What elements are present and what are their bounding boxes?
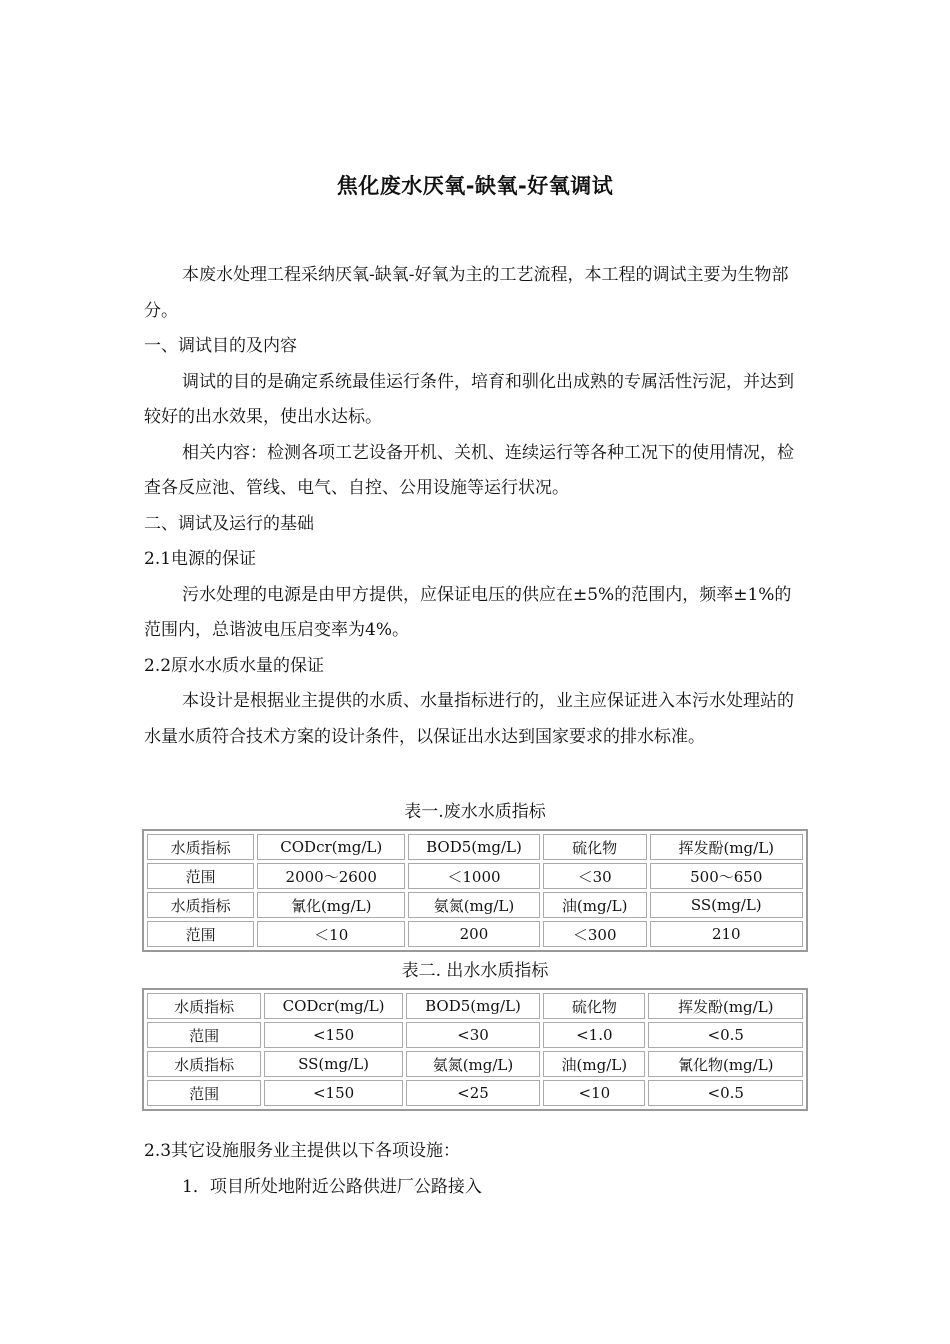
table-cell: 氰化物(mg/L) — [648, 1051, 803, 1077]
body-section-2 — [144, 1134, 808, 1205]
table-cell: 500～650 — [650, 863, 803, 889]
table-cell: 氰化(mg/L) — [257, 892, 405, 918]
table-cell: <0.5 — [648, 1080, 803, 1106]
table-cell: 水质指标 — [147, 993, 261, 1019]
table-cell: SS(mg/L) — [264, 1051, 402, 1077]
table-cell: 范围 — [147, 921, 254, 947]
paragraph-water: 本设计是根据业主提供的水质、水量指标进行的，业主应保证进入本污水处理站的水量水质符合技术方案的设计条件，以保证出水达到国家要求的排水标准。 — [144, 691, 794, 747]
table-cell: 水质指标 — [147, 892, 254, 918]
paragraph-content: 相关内容：检测各项工艺设备开机、关机、连续运行等各种工况下的使用情况，检查各反应池、管线、电气、自控、公用设施等运行状况。 — [144, 442, 794, 498]
table-cell: <10 — [543, 1080, 645, 1106]
table1 — [142, 829, 808, 952]
paragraph-power: 污水处理的电源是由甲方提供，应保证电压的供应在±5%的范围内，频率±1%的范围内，总谐波电压启变率为4%。 — [144, 584, 792, 640]
table-cell: 2000～2600 — [257, 863, 405, 889]
table-cell: 水质指标 — [147, 1051, 261, 1077]
table-cell: BOD5(mg/L) — [406, 993, 540, 1019]
table-cell: 氨氮(mg/L) — [408, 892, 540, 918]
heading-2-3: 2.3其它设施服务业主提供以下各项设施： — [144, 1141, 461, 1161]
table-cell: 水质指标 — [147, 834, 254, 860]
paragraph-purpose: 调试的目的是确定系统最佳运行条件，培育和驯化出成熟的专属活性污泥，并达到较好的出水效果，使出水达标。 — [144, 371, 794, 427]
table-cell: CODcr(mg/L) — [257, 834, 405, 860]
table-cell: <150 — [264, 1080, 402, 1106]
list-item-1: 1．项目所处地附近公路供进厂公路接入 — [182, 1176, 482, 1197]
table2-caption: 表二. 出水水质指标 — [401, 961, 549, 981]
body-section-1 — [144, 258, 808, 755]
table-cell: CODcr(mg/L) — [264, 993, 402, 1019]
table-row — [147, 921, 803, 947]
heading-2-2: 2.2原水水质水量的保证 — [144, 655, 325, 676]
table-row — [147, 1080, 803, 1106]
heading-1: 一、调试目的及内容 — [144, 336, 297, 356]
table-cell: SS(mg/L) — [650, 892, 803, 918]
table-cell: ＜30 — [543, 863, 647, 889]
table-cell: BOD5(mg/L) — [408, 834, 540, 860]
table-row — [147, 834, 803, 860]
table-row — [147, 1051, 803, 1077]
table-row — [147, 892, 803, 918]
table-cell: 范围 — [147, 863, 254, 889]
table-cell: ＜10 — [257, 921, 405, 947]
table-cell: 挥发酚(mg/L) — [650, 834, 803, 860]
table-cell: 氨氮(mg/L) — [406, 1051, 540, 1077]
table1-caption: 表一.废水水质指标 — [404, 802, 546, 822]
table-cell: <0.5 — [648, 1022, 803, 1048]
table-cell: 范围 — [147, 1080, 261, 1106]
table-cell: ＜1000 — [408, 863, 540, 889]
table-cell: <30 — [406, 1022, 540, 1048]
document-title: 焦化废水厌氧-缺氧-好氧调试 — [336, 174, 614, 198]
table-cell: <1.0 — [543, 1022, 645, 1048]
table-cell: <150 — [264, 1022, 402, 1048]
table-cell: 210 — [650, 921, 803, 947]
table-cell: 200 — [408, 921, 540, 947]
table-cell: <25 — [406, 1080, 540, 1106]
table-cell: 范围 — [147, 1022, 261, 1048]
table-cell: 硫化物 — [543, 834, 647, 860]
table-cell: 挥发酚(mg/L) — [648, 993, 803, 1019]
table-row — [147, 863, 803, 889]
table-row — [147, 993, 803, 1019]
table-row — [147, 1022, 803, 1048]
heading-2: 二、调试及运行的基础 — [144, 513, 314, 534]
intro-paragraph: 本废水处理工程采纳厌氧-缺氧-好氧为主的工艺流程，本工程的调试主要为生物部分。 — [144, 265, 789, 321]
heading-2-1: 2.1电源的保证 — [144, 549, 257, 569]
table-cell: 油(mg/L) — [543, 1051, 645, 1077]
table-cell: ＜300 — [543, 921, 647, 947]
table2 — [142, 988, 808, 1111]
table-cell: 硫化物 — [543, 993, 645, 1019]
table-cell: 油(mg/L) — [543, 892, 647, 918]
